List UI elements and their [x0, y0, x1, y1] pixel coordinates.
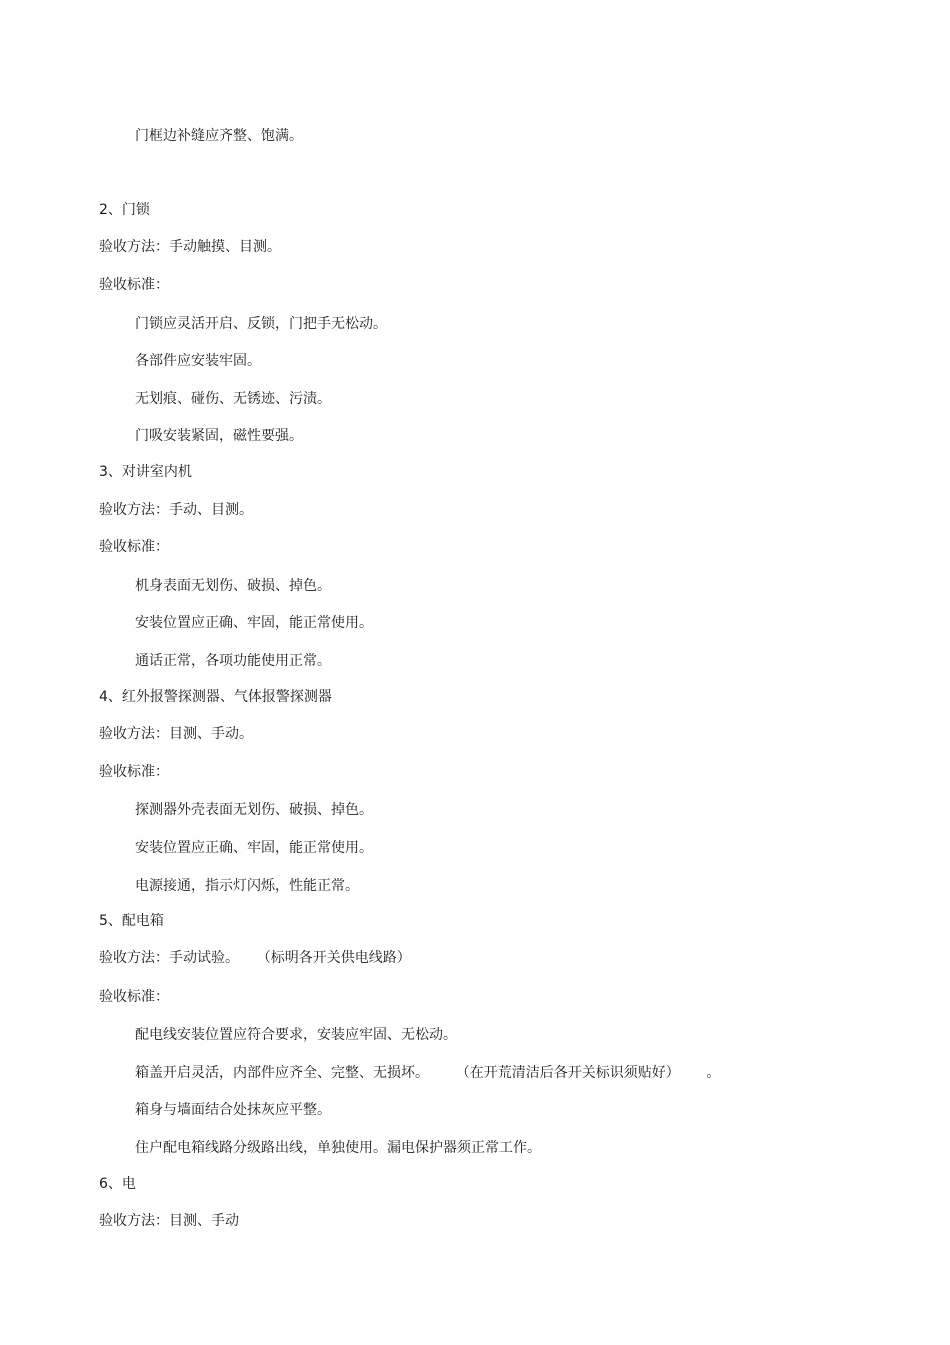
paragraph-line: 箱身与墙面结合处抹灰应平整。	[135, 1102, 331, 1118]
paragraph-line: 箱盖开启灵活，内部件应齐全、完整、无损坏。 （在开荒清洁后各开关标识须贴好） 。	[135, 1065, 721, 1081]
section-heading-detectors: 4、红外报警探测器、气体报警探测器	[99, 689, 332, 705]
paragraph-line: 配电线安装位置应符合要求，安装应牢固、无松动。	[135, 1027, 457, 1043]
inspection-standard-label: 验收标准：	[99, 989, 169, 1005]
section-heading-electric: 6、电	[99, 1176, 136, 1192]
inspection-method-line: 验收方法：手动、目测。	[99, 502, 253, 518]
inspection-standard-label: 验收标准：	[99, 539, 169, 555]
paragraph-line: 门框边补缝应齐整、饱满。	[135, 128, 303, 144]
paragraph-line: 电源接通，指示灯闪烁，性能正常。	[135, 878, 359, 894]
inspection-method-line: 验收方法：手动触摸、目测。	[99, 239, 281, 255]
inspection-standard-label: 验收标准：	[99, 764, 169, 780]
inspection-method-line: 验收方法：目测、手动。	[99, 726, 253, 742]
inspection-method-line: 验收方法：目测、手动	[99, 1213, 239, 1229]
paragraph-line: 各部件应安装牢固。	[135, 353, 261, 369]
section-heading-door-lock: 2、门锁	[99, 202, 150, 218]
paragraph-line: 安装位置应正确、牢固，能正常使用。	[135, 615, 373, 631]
paragraph-line: 机身表面无划伤、破损、掉色。	[135, 578, 331, 594]
section-heading-intercom: 3、对讲室内机	[99, 464, 192, 480]
paragraph-line: 通话正常，各项功能使用正常。	[135, 653, 331, 669]
inspection-standard-label: 验收标准：	[99, 277, 169, 293]
paragraph-line: 安装位置应正确、牢固，能正常使用。	[135, 840, 373, 856]
section-heading-distribution-box: 5、配电箱	[99, 913, 164, 929]
paragraph-line: 探测器外壳表面无划伤、破损、掉色。	[135, 802, 373, 818]
paragraph-line: 门锁应灵活开启、反锁，门把手无松动。	[135, 316, 387, 332]
paragraph-line: 门吸安装紧固，磁性要强。	[135, 428, 303, 444]
paragraph-line: 住户配电箱线路分级路出线，单独使用。漏电保护器须正常工作。	[135, 1140, 541, 1156]
inspection-method-line: 验收方法：手动试验。 （标明各开关供电线路）	[99, 950, 411, 966]
paragraph-line: 无划痕、碰伤、无锈迹、污渍。	[135, 391, 331, 407]
